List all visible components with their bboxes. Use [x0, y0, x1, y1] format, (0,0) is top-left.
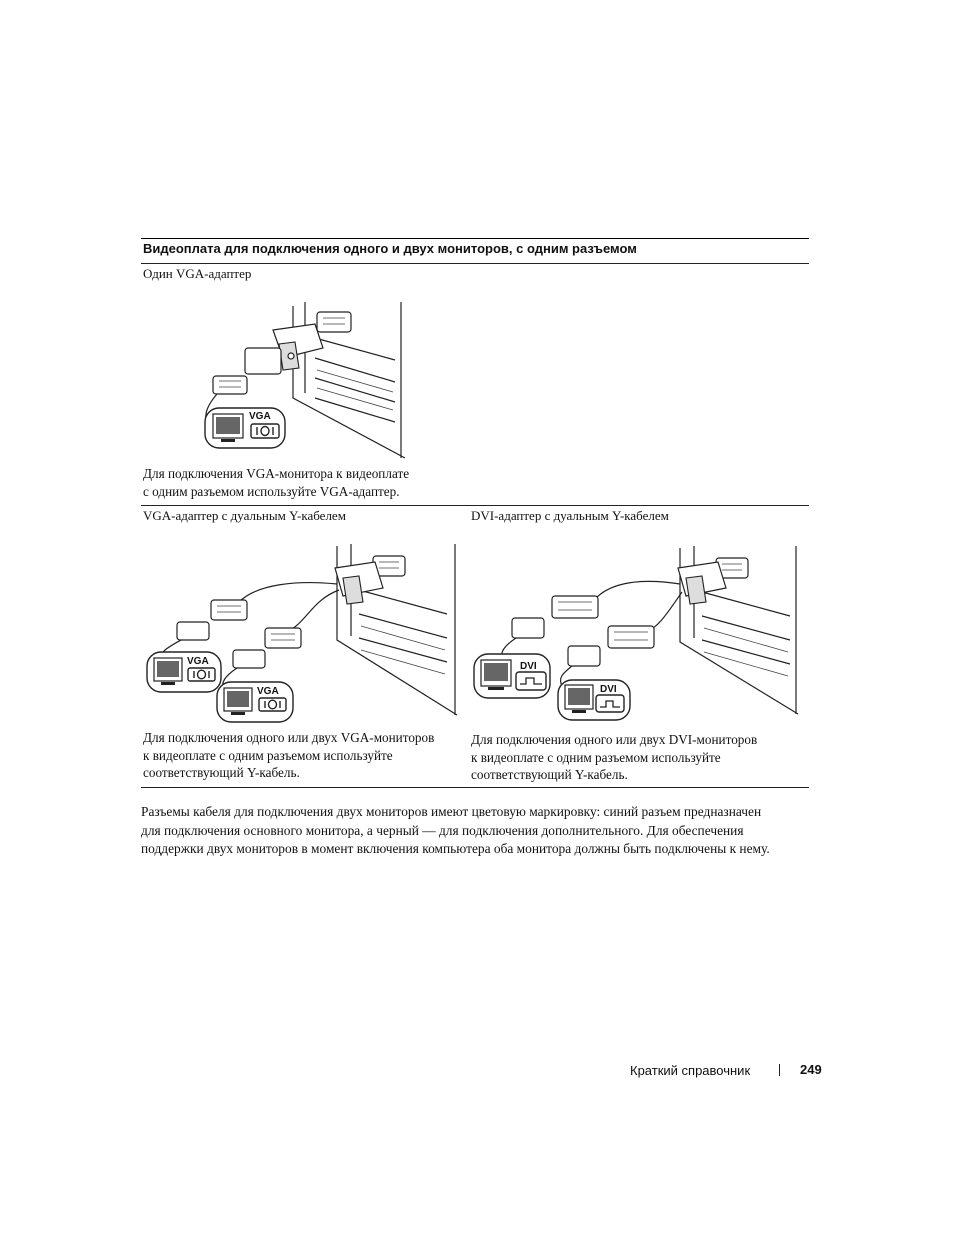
svg-text:DVI: DVI — [520, 661, 537, 672]
page-number: 249 — [800, 1062, 822, 1077]
caption-line: к видеоплате с одним разъемом используйте — [471, 749, 721, 765]
paragraph-line: для подключения основного монитора, а черный — для подключения дополнительного. Для обеспечения — [141, 822, 744, 838]
single-vga-illustration — [195, 298, 410, 458]
footer-separator — [779, 1064, 780, 1076]
dvi-monitor-badge — [474, 654, 550, 698]
vga-y-illustration — [147, 540, 462, 725]
footer-title: Краткий справочник — [630, 1063, 751, 1078]
dvi-y-label: DVI-адаптер с дуальным Y-кабелем — [471, 508, 669, 523]
svg-text:VGA: VGA — [257, 686, 279, 697]
paragraph-line: поддержки двух мониторов в момент включения компьютера оба монитора должны быть подключены к нему. — [141, 841, 770, 856]
table-row-rule — [141, 505, 809, 506]
paragraph-line: Разъемы кабеля для подключения двух мониторов имеют цветовую маркировку: синий разъем предназначен — [141, 804, 762, 819]
caption-line: к видеоплате с одним разъемом используйте — [143, 747, 393, 763]
table-top-rule — [141, 238, 809, 239]
vga-y-caption — [143, 729, 434, 782]
single-vga-label: Один VGA-адаптер — [143, 266, 252, 281]
caption-line: Для подключения одного или двух DVI-мониторов — [471, 732, 758, 747]
dvi-y-caption — [471, 731, 757, 784]
table-header-rule — [141, 263, 809, 264]
caption-line: соответствующий Y-кабель. — [471, 767, 628, 782]
dvi-y-illustration — [472, 542, 802, 722]
vga-monitor-badge — [217, 682, 293, 722]
caption-line: с одним разъемом используйте VGA-адаптер. — [143, 483, 400, 499]
color-coding-paragraph — [141, 803, 813, 859]
caption-line: Для подключения одного или двух VGA-мониторов — [143, 730, 435, 745]
vga-y-label: VGA-адаптер с дуальным Y-кабелем — [143, 508, 346, 523]
svg-text:VGA: VGA — [249, 411, 271, 422]
caption-line: Для подключения VGA-монитора к видеоплате — [143, 466, 410, 481]
svg-text:VGA: VGA — [187, 656, 209, 667]
table-header: Видеоплата для подключения одного и двух мониторов, с одним разъемом — [143, 241, 637, 256]
table-bottom-rule — [141, 787, 809, 788]
vga-monitor-badge — [147, 652, 221, 692]
dvi-monitor-badge — [558, 680, 630, 720]
caption-line: соответствующий Y-кабель. — [143, 765, 300, 780]
single-vga-caption — [143, 465, 409, 500]
vga-monitor-badge — [205, 408, 285, 448]
svg-text:DVI: DVI — [600, 684, 617, 695]
